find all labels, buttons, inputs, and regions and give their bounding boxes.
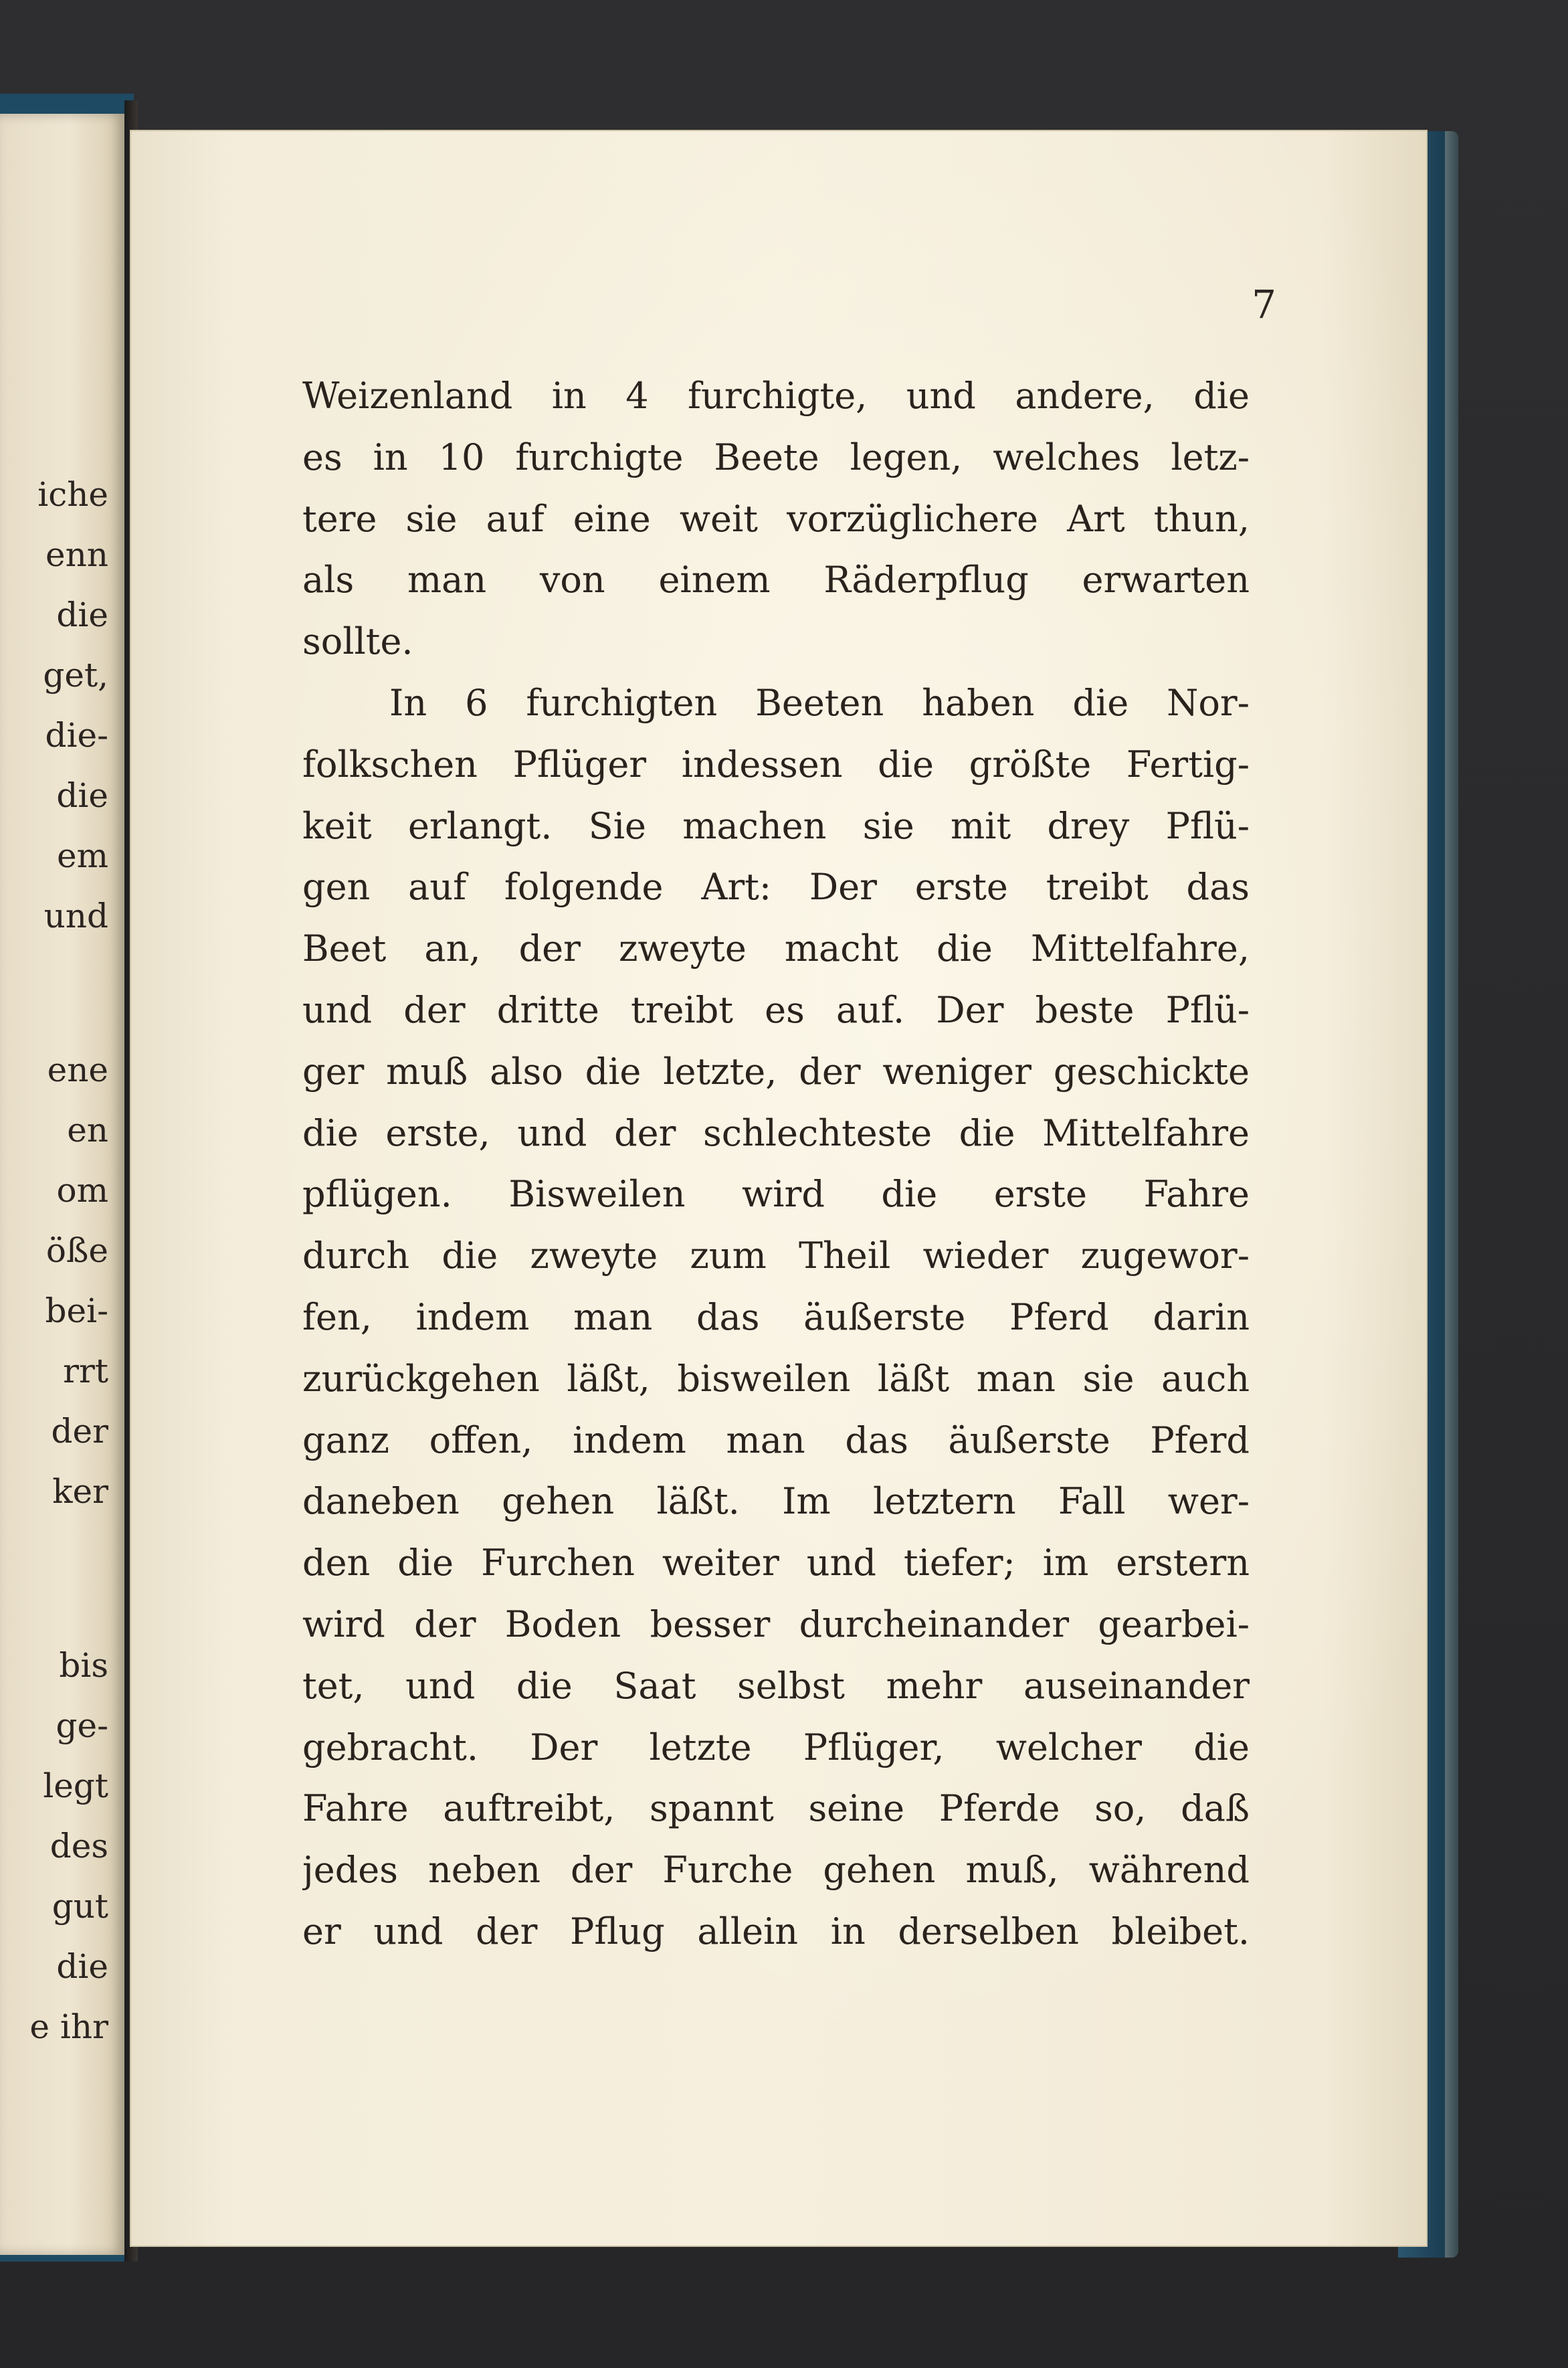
- left-fragment: ker: [52, 1472, 108, 1511]
- text-line: jedes neben der Furche gehen muß, während: [302, 1849, 1250, 1892]
- left-fragment: en: [67, 1111, 108, 1150]
- left-fragment: der: [51, 1412, 108, 1451]
- text-line: Fahre auftreibt, spannt seine Pferde so, daß: [302, 1787, 1250, 1830]
- text-line: er und der Pflug allein in derselben bleibet.: [302, 1910, 1250, 1952]
- text-line: ganz offen, indem man das äußerste Pferd: [302, 1419, 1250, 1461]
- text-line: ger muß also die letzte, der weniger geschickte: [302, 1050, 1250, 1093]
- text-line: keit erlangt. Sie machen sie mit drey Pflü-: [302, 804, 1250, 847]
- left-fragment: em: [56, 836, 108, 875]
- text-line: durch die zweyte zum Theil wieder zugewor-: [302, 1235, 1250, 1277]
- text-line: Beet an, der zweyte macht die Mittelfahre,: [302, 927, 1250, 970]
- left-fragment: ge-: [56, 1706, 108, 1745]
- left-fragment: e ihr: [29, 2007, 108, 2046]
- cover-board-edge: [1445, 131, 1458, 2258]
- text-line: als man von einem Räderpflug erwarten: [302, 559, 1250, 602]
- text-line: tere sie auf eine weit vorzüglichere Art thun,: [302, 497, 1250, 540]
- text-line: fen, indem man das äußerste Pferd darin: [302, 1295, 1250, 1338]
- left-fragment: om: [56, 1171, 108, 1210]
- left-fragment: gut: [52, 1887, 108, 1926]
- text-line: daneben gehen läßt. Im letztern Fall wer-: [302, 1480, 1250, 1523]
- text-line: gen auf folgende Art: Der erste treibt das: [302, 866, 1250, 909]
- text-line: sollte.: [302, 620, 413, 663]
- body-text: [302, 365, 1250, 1963]
- text-line: tet, und die Saat selbst mehr auseinander: [302, 1664, 1250, 1707]
- text-line: Weizenland in 4 furchigte, und andere, die: [302, 375, 1250, 417]
- left-fragment: die: [56, 1947, 108, 1986]
- left-fragment: rrt: [63, 1352, 108, 1390]
- left-fragment: öße: [45, 1231, 108, 1270]
- left-fragment: enn: [45, 535, 108, 574]
- left-fragment: ene: [47, 1051, 108, 1089]
- text-line: den die Furchen weiter und tiefer; im erstern: [302, 1542, 1250, 1584]
- left-fragment: bis: [59, 1646, 108, 1685]
- left-page-text-fragments: [0, 475, 124, 2148]
- text-line: folkschen Pflüger indessen die größte Fertig-: [302, 743, 1250, 786]
- text-line: es in 10 furchigte Beete legen, welches letz-: [302, 436, 1250, 478]
- left-facing-page: [0, 114, 124, 2255]
- left-fragment: die: [56, 776, 108, 815]
- left-fragment: get,: [43, 656, 108, 695]
- book-page: [131, 131, 1426, 2246]
- text-line: wird der Boden besser durcheinander gearbei-: [302, 1603, 1250, 1645]
- text-line: gebracht. Der letzte Pflüger, welcher die: [302, 1726, 1250, 1768]
- left-fragment: die: [56, 596, 108, 634]
- left-fragment: bei-: [45, 1291, 108, 1330]
- left-fragment: die-: [45, 716, 108, 755]
- text-line: die erste, und der schlechteste die Mittelfahre: [302, 1111, 1250, 1154]
- text-line: und der dritte treibt es auf. Der beste Pflü-: [302, 988, 1250, 1031]
- left-fragment: legt: [43, 1766, 108, 1805]
- left-fragment: des: [50, 1827, 108, 1865]
- text-line: zurückgehen läßt, bisweilen läßt man sie auch: [302, 1357, 1250, 1400]
- page-number: 7: [1252, 282, 1276, 327]
- left-fragment: iche: [37, 475, 108, 514]
- left-fragment: und: [43, 897, 108, 935]
- text-line: pflügen. Bisweilen wird die erste Fahre: [302, 1173, 1250, 1216]
- text-line: In 6 furchigten Beeten haben die Nor-: [389, 681, 1250, 724]
